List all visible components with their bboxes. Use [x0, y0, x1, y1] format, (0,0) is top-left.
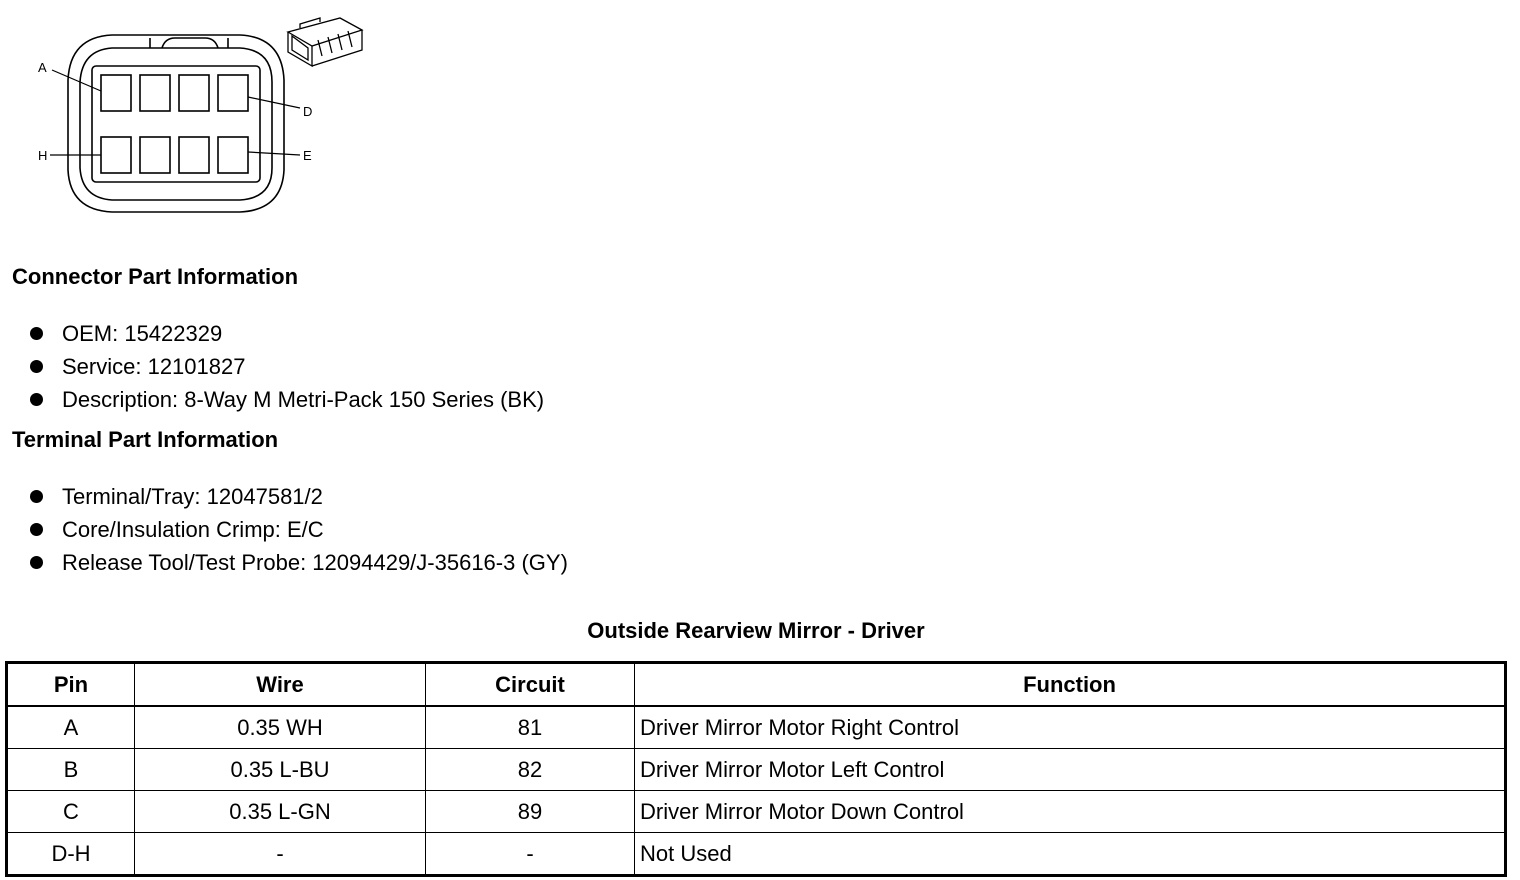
cavity-e: [218, 137, 248, 173]
list-item-text: Terminal/Tray: 12047581/2: [62, 484, 323, 509]
connector-latch: [150, 38, 228, 48]
cell-wire: -: [135, 833, 426, 876]
table-row: [7, 749, 1506, 791]
terminal-part-heading: Terminal Part Information: [12, 427, 279, 452]
bullet-icon: [30, 556, 43, 569]
cell-wire: 0.35 L-BU: [135, 749, 426, 791]
cavity-f: [179, 137, 209, 173]
connector-part-list: [30, 317, 544, 416]
cavity-g: [140, 137, 170, 173]
list-item-text: Description: 8-Way M Metri-Pack 150 Series (BK): [62, 387, 545, 412]
list-item-text: Service: 12101827: [62, 354, 246, 379]
connector-face-diagram: [0, 0, 380, 225]
header-function: Function: [635, 663, 1506, 707]
bullet-icon: [30, 490, 43, 503]
list-item: [30, 383, 544, 416]
cell-circuit: -: [426, 833, 635, 876]
list-item: [30, 317, 544, 350]
cell-function: Driver Mirror Motor Left Control: [635, 749, 1506, 791]
bullet-icon: [30, 360, 43, 373]
cavity-d: [218, 75, 248, 111]
connector-housing-outline: [68, 35, 284, 212]
cell-function: Driver Mirror Motor Right Control: [635, 706, 1506, 749]
cell-wire: 0.35 WH: [135, 706, 426, 749]
list-item-text: Core/Insulation Crimp: E/C: [62, 517, 324, 542]
header-circuit: Circuit: [426, 663, 635, 707]
cell-circuit: 89: [426, 791, 635, 833]
list-item: [30, 546, 568, 579]
table-header-row: [7, 663, 1506, 707]
connector-part-heading: Connector Part Information: [12, 264, 299, 289]
leader-line-a: [52, 70, 101, 91]
bullet-icon: [30, 523, 43, 536]
table-title: Outside Rearview Mirror - Driver: [587, 618, 925, 643]
cell-pin: A: [7, 706, 135, 749]
cell-pin: C: [7, 791, 135, 833]
pin-label-d: D: [303, 104, 313, 119]
cell-pin: B: [7, 749, 135, 791]
cavity-b: [140, 75, 170, 111]
cavity-h: [101, 137, 131, 173]
table-row: [7, 706, 1506, 749]
cell-circuit: 82: [426, 749, 635, 791]
table-row: [7, 791, 1506, 833]
cell-pin: D-H: [7, 833, 135, 876]
leader-line-e: [248, 152, 300, 155]
cavity-c: [179, 75, 209, 111]
connector-housing-inner: [80, 48, 272, 200]
bullet-icon: [30, 327, 43, 340]
leader-line-d: [248, 97, 300, 108]
pin-label-h: H: [38, 148, 48, 163]
list-item: [30, 350, 544, 383]
connector-3d-icon: [288, 18, 362, 66]
cell-function: Not Used: [635, 833, 1506, 876]
list-item: [30, 513, 568, 546]
list-item-text: Release Tool/Test Probe: 12094429/J-35616-3 (GY): [62, 550, 568, 575]
pin-label-a: A: [38, 60, 47, 75]
cell-function: Driver Mirror Motor Down Control: [635, 791, 1506, 833]
pin-label-e: E: [303, 148, 312, 163]
list-item: [30, 480, 568, 513]
list-item-text: OEM: 15422329: [62, 321, 223, 346]
cell-circuit: 81: [426, 706, 635, 749]
header-wire: Wire: [135, 663, 426, 707]
header-pin: Pin: [7, 663, 135, 707]
cavity-a: [101, 75, 131, 111]
cell-wire: 0.35 L-GN: [135, 791, 426, 833]
terminal-part-list: [30, 480, 568, 579]
bullet-icon: [30, 393, 43, 406]
pinout-table: [5, 661, 1507, 877]
cavity-frame: [92, 66, 260, 182]
table-row: [7, 833, 1506, 876]
